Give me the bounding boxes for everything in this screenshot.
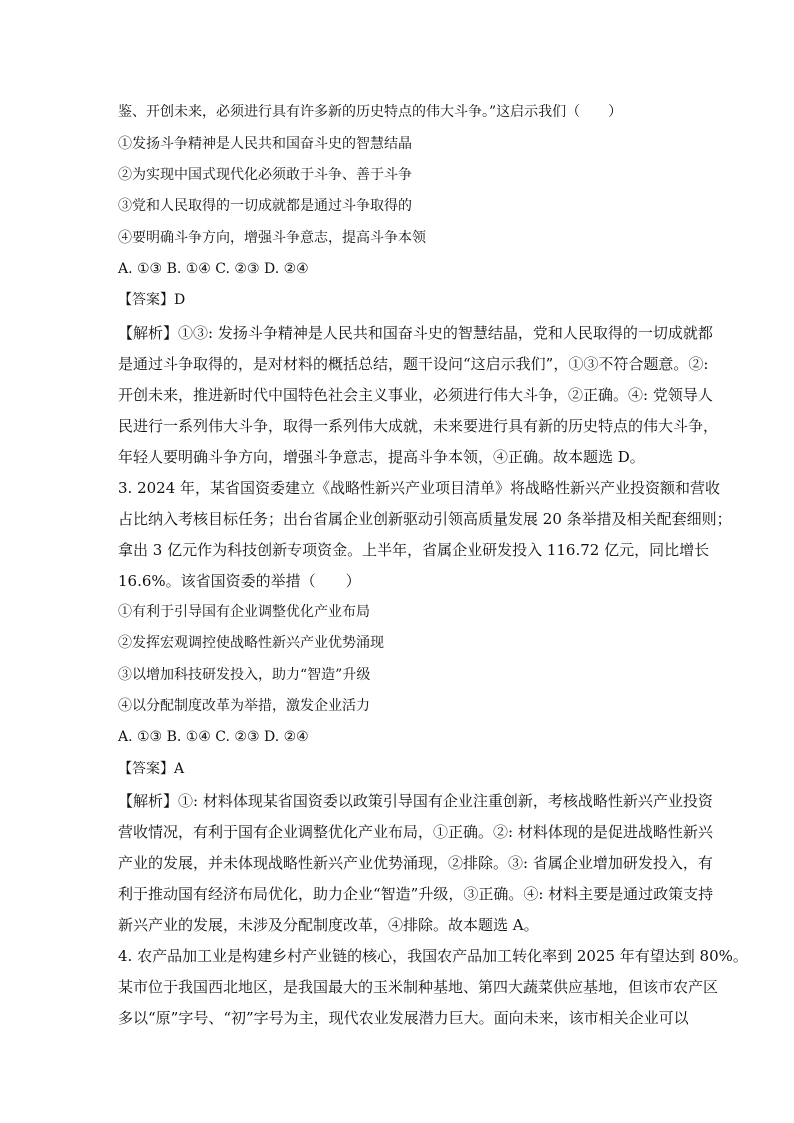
- q3-stem-line-1: 3. 2024 年，某省国资委建立《战略性新兴产业项目清单》将战略性新兴产业投资额和营收: [118, 479, 721, 497]
- q2-option-4: ④要明确斗争方向，增强斗争意志，提高斗争本领: [118, 230, 426, 246]
- q3-analysis-line-5: 新兴产业的发展，未涉及分配制度改革，④排除。故本题选 A。: [118, 916, 539, 934]
- q2-stem-tail: 鉴、开创未来，必须进行具有许多新的历史特点的伟大斗争。”这启示我们（ ）: [118, 104, 623, 120]
- q3-stem-line-2: 占比纳入考核目标任务；出台省属企业创新驱动引领高质量发展 20 条举措及相关配套细则；: [118, 510, 732, 528]
- q2-option-1: ①发扬斗争精神是人民共和国奋斗史的智慧结晶: [118, 136, 412, 152]
- q3-choices: A. ①③ B. ①④ C. ②③ D. ②④: [118, 729, 309, 745]
- q3-analysis-line-1: 【解析】①: 材料体现某省国资委以政策引导国有企业注重创新，考核战略性新兴产业投资: [118, 792, 713, 810]
- q4-stem-line-2: 某市位于我国西北地区，是我国最大的玉米制种基地、第四大蔬菜供应基地，但该市农产区: [118, 978, 719, 996]
- q2-choices: A. ①③ B. ①④ C. ②③ D. ②④: [118, 261, 309, 277]
- q3-option-4: ④以分配制度改革为举措，激发企业活力: [118, 698, 370, 714]
- q2-option-2: ②为实现中国式现代化必须敢于斗争、善于斗争: [118, 167, 412, 183]
- q3-stem-line-4: 16.6%。该省国资委的举措（ ）: [118, 572, 361, 590]
- q3-answer: 【答案】A: [118, 761, 185, 777]
- q3-option-1: ①有利于引导国有企业调整优化产业布局: [118, 604, 370, 620]
- q2-analysis-line-3: 开创未来，推进新时代中国特色社会主义事业，必须进行伟大斗争，②正确。④: 党领导人: [118, 386, 713, 404]
- q2-analysis-line-1: 【解析】①③: 发扬斗争精神是人民共和国奋斗史的智慧结晶，党和人民取得的一切成就都: [118, 324, 713, 342]
- q2-analysis-line-4: 民进行一系列伟大斗争，取得一系列伟大成就，未来要进行具有新的历史特点的伟大斗争，: [118, 417, 719, 435]
- q2-answer: 【答案】D: [118, 292, 186, 308]
- q3-analysis-line-2: 营收情况，有利于国有企业调整优化产业布局，①正确。②: 材料体现的是促进战略性新兴: [118, 823, 713, 841]
- q2-option-3: ③党和人民取得的一切成就都是通过斗争取得的: [118, 198, 412, 214]
- q4-stem-line-3: 多以“原”字号、“初”字号为主，现代农业发展潜力巨大。面向未来，该市相关企业可以: [118, 1009, 689, 1027]
- q3-option-3: ③以增加科技研发投入，助力“智造”升级: [118, 667, 371, 683]
- q4-stem-line-1: 4. 农产品加工业是构建乡村产业链的核心，我国农产品加工转化率到 2025 年有望达到 80%。: [118, 947, 748, 965]
- q3-stem-line-3: 拿出 3 亿元作为科技创新专项资金。上半年，省属企业研发投入 116.72 亿元，同比增长: [118, 541, 710, 559]
- q3-analysis-line-4: 利于推动国有经济布局优化，助力企业“智造”升级，③正确。④: 材料主要是通过政策支持: [118, 885, 714, 903]
- q3-option-2: ②发挥宏观调控使战略性新兴产业优势涌现: [118, 635, 384, 651]
- q2-analysis-line-2: 是通过斗争取得的，是对材料的概括总结，题干设问“这启示我们”，①③不符合题意。②:: [118, 355, 709, 373]
- q3-analysis-line-3: 产业的发展，并未体现战略性新兴产业优势涌现，②排除。③: 省属企业增加研发投入，有: [118, 854, 713, 872]
- q2-analysis-line-5: 年轻人要明确斗争方向，增强斗争意志，提高斗争本领，④正确。故本题选 D。: [118, 448, 645, 466]
